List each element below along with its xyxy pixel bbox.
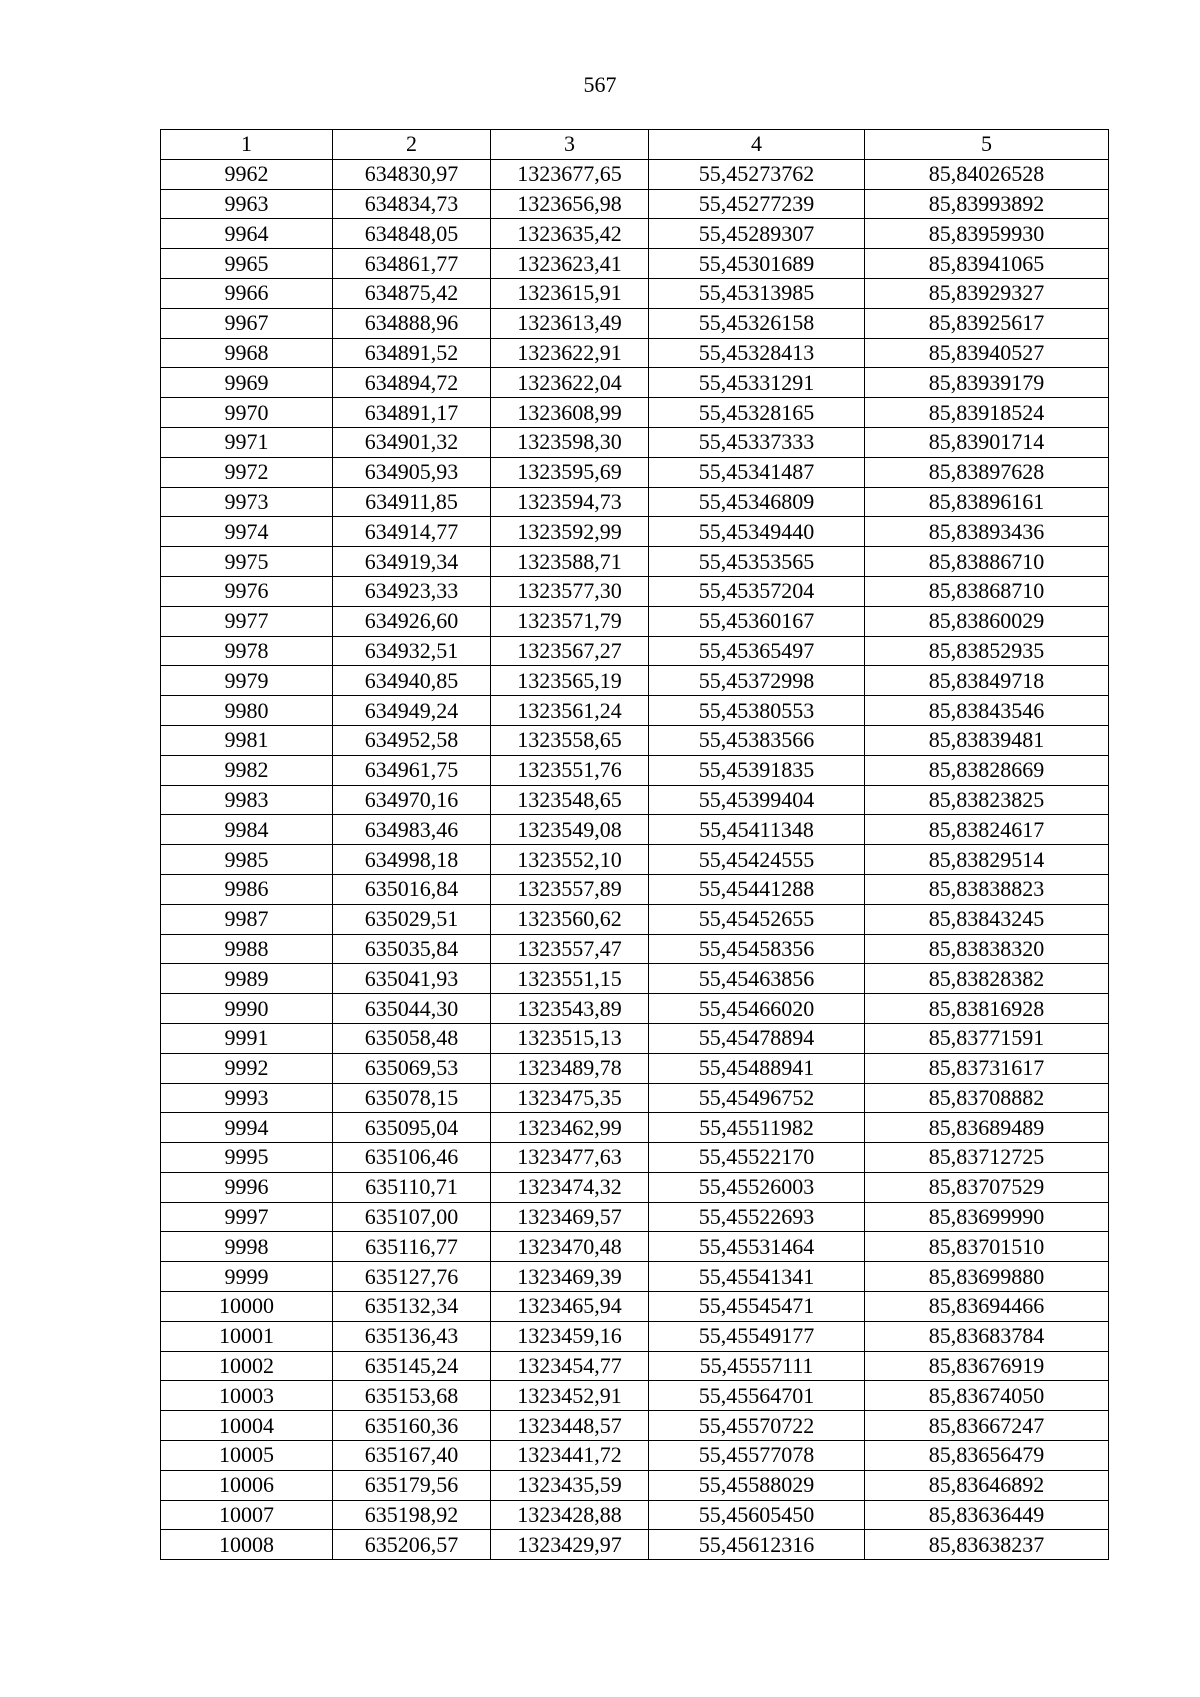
x-coordinate-cell: 635167,40	[333, 1441, 491, 1471]
latitude-cell: 55,45331291	[649, 368, 865, 398]
y-coordinate-cell: 1323565,19	[491, 666, 649, 696]
point-number-cell: 9972	[161, 457, 333, 487]
y-coordinate-cell: 1323592,99	[491, 517, 649, 547]
table-row	[161, 249, 1109, 279]
longitude-cell: 85,83638237	[865, 1530, 1109, 1560]
latitude-cell: 55,45365497	[649, 636, 865, 666]
longitude-cell: 85,83636449	[865, 1500, 1109, 1530]
y-coordinate-cell: 1323474,32	[491, 1172, 649, 1202]
y-coordinate-cell: 1323551,15	[491, 964, 649, 994]
table-row	[161, 994, 1109, 1024]
point-number-cell: 9967	[161, 308, 333, 338]
table-row	[161, 1321, 1109, 1351]
latitude-cell: 55,45605450	[649, 1500, 865, 1530]
longitude-cell: 85,83838823	[865, 874, 1109, 904]
latitude-cell: 55,45478894	[649, 1023, 865, 1053]
latitude-cell: 55,45357204	[649, 576, 865, 606]
longitude-cell: 85,83689489	[865, 1113, 1109, 1143]
point-number-cell: 10004	[161, 1411, 333, 1441]
longitude-cell: 85,83918524	[865, 398, 1109, 428]
point-number-cell: 10006	[161, 1470, 333, 1500]
point-number-cell: 9990	[161, 994, 333, 1024]
latitude-cell: 55,45273762	[649, 159, 865, 189]
table-row	[161, 606, 1109, 636]
longitude-cell: 85,83860029	[865, 606, 1109, 636]
x-coordinate-cell: 635160,36	[333, 1411, 491, 1441]
table-row	[161, 874, 1109, 904]
point-number-cell: 9978	[161, 636, 333, 666]
table-row	[161, 785, 1109, 815]
point-number-cell: 10000	[161, 1292, 333, 1322]
longitude-cell: 85,83707529	[865, 1172, 1109, 1202]
latitude-cell: 55,45289307	[649, 219, 865, 249]
longitude-cell: 85,83925617	[865, 308, 1109, 338]
y-coordinate-cell: 1323557,47	[491, 934, 649, 964]
point-number-cell: 9986	[161, 874, 333, 904]
column-header: 4	[649, 130, 865, 160]
x-coordinate-cell: 634888,96	[333, 308, 491, 338]
table-body	[161, 159, 1109, 1559]
longitude-cell: 85,83896161	[865, 487, 1109, 517]
y-coordinate-cell: 1323435,59	[491, 1470, 649, 1500]
latitude-cell: 55,45577078	[649, 1441, 865, 1471]
table-row	[161, 845, 1109, 875]
table-row	[161, 1500, 1109, 1530]
latitude-cell: 55,45541341	[649, 1262, 865, 1292]
x-coordinate-cell: 635153,68	[333, 1381, 491, 1411]
x-coordinate-cell: 635136,43	[333, 1321, 491, 1351]
latitude-cell: 55,45466020	[649, 994, 865, 1024]
y-coordinate-cell: 1323677,65	[491, 159, 649, 189]
y-coordinate-cell: 1323448,57	[491, 1411, 649, 1441]
table-row	[161, 1113, 1109, 1143]
point-number-cell: 9975	[161, 547, 333, 577]
table-row	[161, 904, 1109, 934]
x-coordinate-cell: 635106,46	[333, 1143, 491, 1173]
latitude-cell: 55,45463856	[649, 964, 865, 994]
y-coordinate-cell: 1323428,88	[491, 1500, 649, 1530]
longitude-cell: 85,83683784	[865, 1321, 1109, 1351]
x-coordinate-cell: 634901,32	[333, 427, 491, 457]
longitude-cell: 85,83771591	[865, 1023, 1109, 1053]
point-number-cell: 9974	[161, 517, 333, 547]
latitude-cell: 55,45564701	[649, 1381, 865, 1411]
x-coordinate-cell: 634875,42	[333, 278, 491, 308]
table-row	[161, 1441, 1109, 1471]
table-row	[161, 517, 1109, 547]
page-number: 567	[583, 72, 617, 97]
y-coordinate-cell: 1323561,24	[491, 696, 649, 726]
longitude-cell: 85,83941065	[865, 249, 1109, 279]
longitude-cell: 85,83824617	[865, 815, 1109, 845]
table-row	[161, 1292, 1109, 1322]
latitude-cell: 55,45326158	[649, 308, 865, 338]
y-coordinate-cell: 1323489,78	[491, 1053, 649, 1083]
table-row	[161, 755, 1109, 785]
x-coordinate-cell: 635058,48	[333, 1023, 491, 1053]
table-row	[161, 427, 1109, 457]
x-coordinate-cell: 634891,52	[333, 338, 491, 368]
longitude-cell: 85,83694466	[865, 1292, 1109, 1322]
x-coordinate-cell: 635041,93	[333, 964, 491, 994]
point-number-cell: 10008	[161, 1530, 333, 1560]
table-row	[161, 1470, 1109, 1500]
longitude-cell: 85,83823825	[865, 785, 1109, 815]
x-coordinate-cell: 635069,53	[333, 1053, 491, 1083]
latitude-cell: 55,45399404	[649, 785, 865, 815]
longitude-cell: 85,83939179	[865, 368, 1109, 398]
point-number-cell: 10002	[161, 1351, 333, 1381]
column-header: 2	[333, 130, 491, 160]
table-header	[161, 130, 1109, 160]
y-coordinate-cell: 1323557,89	[491, 874, 649, 904]
point-number-cell: 9966	[161, 278, 333, 308]
latitude-cell: 55,45277239	[649, 189, 865, 219]
latitude-cell: 55,45488941	[649, 1053, 865, 1083]
longitude-cell: 85,83816928	[865, 994, 1109, 1024]
y-coordinate-cell: 1323613,49	[491, 308, 649, 338]
y-coordinate-cell: 1323588,71	[491, 547, 649, 577]
point-number-cell: 10003	[161, 1381, 333, 1411]
x-coordinate-cell: 634914,77	[333, 517, 491, 547]
latitude-cell: 55,45313985	[649, 278, 865, 308]
longitude-cell: 85,83701510	[865, 1232, 1109, 1262]
y-coordinate-cell: 1323470,48	[491, 1232, 649, 1262]
latitude-cell: 55,45557111	[649, 1351, 865, 1381]
latitude-cell: 55,45452655	[649, 904, 865, 934]
x-coordinate-cell: 635127,76	[333, 1262, 491, 1292]
table-row	[161, 487, 1109, 517]
longitude-cell: 85,83708882	[865, 1083, 1109, 1113]
longitude-cell: 85,83940527	[865, 338, 1109, 368]
x-coordinate-cell: 634970,16	[333, 785, 491, 815]
latitude-cell: 55,45545471	[649, 1292, 865, 1322]
table-row	[161, 219, 1109, 249]
longitude-cell: 85,83699880	[865, 1262, 1109, 1292]
y-coordinate-cell: 1323577,30	[491, 576, 649, 606]
longitude-cell: 85,83731617	[865, 1053, 1109, 1083]
y-coordinate-cell: 1323452,91	[491, 1381, 649, 1411]
latitude-cell: 55,45328165	[649, 398, 865, 428]
table-row	[161, 398, 1109, 428]
longitude-cell: 85,83656479	[865, 1441, 1109, 1471]
latitude-cell: 55,45458356	[649, 934, 865, 964]
latitude-cell: 55,45380553	[649, 696, 865, 726]
latitude-cell: 55,45383566	[649, 725, 865, 755]
x-coordinate-cell: 634983,46	[333, 815, 491, 845]
longitude-cell: 85,84026528	[865, 159, 1109, 189]
table-row	[161, 1053, 1109, 1083]
point-number-cell: 9987	[161, 904, 333, 934]
table-row	[161, 1232, 1109, 1262]
longitude-cell: 85,83959930	[865, 219, 1109, 249]
longitude-cell: 85,83829514	[865, 845, 1109, 875]
table-row	[161, 1530, 1109, 1560]
table-row	[161, 1411, 1109, 1441]
y-coordinate-cell: 1323558,65	[491, 725, 649, 755]
point-number-cell: 9985	[161, 845, 333, 875]
table-row	[161, 368, 1109, 398]
longitude-cell: 85,83646892	[865, 1470, 1109, 1500]
table-row	[161, 1381, 1109, 1411]
y-coordinate-cell: 1323429,97	[491, 1530, 649, 1560]
y-coordinate-cell: 1323475,35	[491, 1083, 649, 1113]
point-number-cell: 9971	[161, 427, 333, 457]
point-number-cell: 10007	[161, 1500, 333, 1530]
point-number-cell: 9979	[161, 666, 333, 696]
y-coordinate-cell: 1323623,41	[491, 249, 649, 279]
point-number-cell: 9993	[161, 1083, 333, 1113]
longitude-cell: 85,83828669	[865, 755, 1109, 785]
latitude-cell: 55,45511982	[649, 1113, 865, 1143]
x-coordinate-cell: 635078,15	[333, 1083, 491, 1113]
point-number-cell: 9982	[161, 755, 333, 785]
point-number-cell: 9968	[161, 338, 333, 368]
point-number-cell: 9965	[161, 249, 333, 279]
table-row	[161, 159, 1109, 189]
longitude-cell: 85,83676919	[865, 1351, 1109, 1381]
y-coordinate-cell: 1323571,79	[491, 606, 649, 636]
y-coordinate-cell: 1323567,27	[491, 636, 649, 666]
y-coordinate-cell: 1323622,04	[491, 368, 649, 398]
y-coordinate-cell: 1323469,39	[491, 1262, 649, 1292]
longitude-cell: 85,83712725	[865, 1143, 1109, 1173]
table-row	[161, 636, 1109, 666]
column-header: 5	[865, 130, 1109, 160]
y-coordinate-cell: 1323622,91	[491, 338, 649, 368]
latitude-cell: 55,45391835	[649, 755, 865, 785]
point-number-cell: 9998	[161, 1232, 333, 1262]
point-number-cell: 9995	[161, 1143, 333, 1173]
y-coordinate-cell: 1323635,42	[491, 219, 649, 249]
x-coordinate-cell: 634834,73	[333, 189, 491, 219]
coordinates-table	[160, 129, 1109, 1560]
point-number-cell: 9991	[161, 1023, 333, 1053]
x-coordinate-cell: 634940,85	[333, 666, 491, 696]
x-coordinate-cell: 634932,51	[333, 636, 491, 666]
point-number-cell: 9973	[161, 487, 333, 517]
x-coordinate-cell: 634998,18	[333, 845, 491, 875]
y-coordinate-cell: 1323560,62	[491, 904, 649, 934]
table-row	[161, 457, 1109, 487]
latitude-cell: 55,45372998	[649, 666, 865, 696]
table-row	[161, 1172, 1109, 1202]
y-coordinate-cell: 1323598,30	[491, 427, 649, 457]
column-header: 3	[491, 130, 649, 160]
table-row	[161, 1143, 1109, 1173]
table-row	[161, 666, 1109, 696]
x-coordinate-cell: 635206,57	[333, 1530, 491, 1560]
table-row	[161, 815, 1109, 845]
point-number-cell: 9994	[161, 1113, 333, 1143]
longitude-cell: 85,83838320	[865, 934, 1109, 964]
latitude-cell: 55,45526003	[649, 1172, 865, 1202]
y-coordinate-cell: 1323608,99	[491, 398, 649, 428]
point-number-cell: 10005	[161, 1441, 333, 1471]
x-coordinate-cell: 634861,77	[333, 249, 491, 279]
latitude-cell: 55,45549177	[649, 1321, 865, 1351]
table-row	[161, 1202, 1109, 1232]
x-coordinate-cell: 635110,71	[333, 1172, 491, 1202]
y-coordinate-cell: 1323548,65	[491, 785, 649, 815]
longitude-cell: 85,83901714	[865, 427, 1109, 457]
point-number-cell: 9964	[161, 219, 333, 249]
x-coordinate-cell: 635107,00	[333, 1202, 491, 1232]
longitude-cell: 85,83839481	[865, 725, 1109, 755]
y-coordinate-cell: 1323465,94	[491, 1292, 649, 1322]
y-coordinate-cell: 1323615,91	[491, 278, 649, 308]
longitude-cell: 85,83699990	[865, 1202, 1109, 1232]
x-coordinate-cell: 634905,93	[333, 457, 491, 487]
point-number-cell: 9969	[161, 368, 333, 398]
x-coordinate-cell: 635035,84	[333, 934, 491, 964]
latitude-cell: 55,45441288	[649, 874, 865, 904]
latitude-cell: 55,45612316	[649, 1530, 865, 1560]
y-coordinate-cell: 1323462,99	[491, 1113, 649, 1143]
point-number-cell: 9963	[161, 189, 333, 219]
x-coordinate-cell: 635198,92	[333, 1500, 491, 1530]
point-number-cell: 9999	[161, 1262, 333, 1292]
table-row	[161, 576, 1109, 606]
latitude-cell: 55,45349440	[649, 517, 865, 547]
latitude-cell: 55,45570722	[649, 1411, 865, 1441]
table-row	[161, 1023, 1109, 1053]
latitude-cell: 55,45328413	[649, 338, 865, 368]
longitude-cell: 85,83886710	[865, 547, 1109, 577]
x-coordinate-cell: 634919,34	[333, 547, 491, 577]
column-header: 1	[161, 130, 333, 160]
x-coordinate-cell: 635095,04	[333, 1113, 491, 1143]
y-coordinate-cell: 1323454,77	[491, 1351, 649, 1381]
point-number-cell: 9992	[161, 1053, 333, 1083]
x-coordinate-cell: 635029,51	[333, 904, 491, 934]
latitude-cell: 55,45353565	[649, 547, 865, 577]
table-row	[161, 696, 1109, 726]
y-coordinate-cell: 1323551,76	[491, 755, 649, 785]
y-coordinate-cell: 1323441,72	[491, 1441, 649, 1471]
latitude-cell: 55,45522170	[649, 1143, 865, 1173]
x-coordinate-cell: 634848,05	[333, 219, 491, 249]
x-coordinate-cell: 635145,24	[333, 1351, 491, 1381]
point-number-cell: 9962	[161, 159, 333, 189]
x-coordinate-cell: 635132,34	[333, 1292, 491, 1322]
y-coordinate-cell: 1323477,63	[491, 1143, 649, 1173]
x-coordinate-cell: 634949,24	[333, 696, 491, 726]
table-row	[161, 1083, 1109, 1113]
point-number-cell: 9988	[161, 934, 333, 964]
latitude-cell: 55,45360167	[649, 606, 865, 636]
y-coordinate-cell: 1323459,16	[491, 1321, 649, 1351]
x-coordinate-cell: 635116,77	[333, 1232, 491, 1262]
point-number-cell: 9989	[161, 964, 333, 994]
table-row	[161, 934, 1109, 964]
latitude-cell: 55,45424555	[649, 845, 865, 875]
point-number-cell: 9984	[161, 815, 333, 845]
longitude-cell: 85,83828382	[865, 964, 1109, 994]
longitude-cell: 85,83843245	[865, 904, 1109, 934]
latitude-cell: 55,45301689	[649, 249, 865, 279]
longitude-cell: 85,83852935	[865, 636, 1109, 666]
latitude-cell: 55,45496752	[649, 1083, 865, 1113]
x-coordinate-cell: 634923,33	[333, 576, 491, 606]
latitude-cell: 55,45411348	[649, 815, 865, 845]
y-coordinate-cell: 1323656,98	[491, 189, 649, 219]
table-row	[161, 1351, 1109, 1381]
x-coordinate-cell: 634911,85	[333, 487, 491, 517]
point-number-cell: 9981	[161, 725, 333, 755]
x-coordinate-cell: 634952,58	[333, 725, 491, 755]
y-coordinate-cell: 1323594,73	[491, 487, 649, 517]
point-number-cell: 10001	[161, 1321, 333, 1351]
x-coordinate-cell: 634926,60	[333, 606, 491, 636]
x-coordinate-cell: 634830,97	[333, 159, 491, 189]
y-coordinate-cell: 1323543,89	[491, 994, 649, 1024]
latitude-cell: 55,45346809	[649, 487, 865, 517]
table-row	[161, 547, 1109, 577]
longitude-cell: 85,83897628	[865, 457, 1109, 487]
longitude-cell: 85,83993892	[865, 189, 1109, 219]
table-row	[161, 189, 1109, 219]
point-number-cell: 9997	[161, 1202, 333, 1232]
longitude-cell: 85,83674050	[865, 1381, 1109, 1411]
longitude-cell: 85,83667247	[865, 1411, 1109, 1441]
longitude-cell: 85,83893436	[865, 517, 1109, 547]
point-number-cell: 9983	[161, 785, 333, 815]
point-number-cell: 9977	[161, 606, 333, 636]
table-row	[161, 278, 1109, 308]
latitude-cell: 55,45588029	[649, 1470, 865, 1500]
latitude-cell: 55,45341487	[649, 457, 865, 487]
latitude-cell: 55,45522693	[649, 1202, 865, 1232]
table-row	[161, 964, 1109, 994]
longitude-cell: 85,83929327	[865, 278, 1109, 308]
table-row	[161, 1262, 1109, 1292]
x-coordinate-cell: 634891,17	[333, 398, 491, 428]
x-coordinate-cell: 634894,72	[333, 368, 491, 398]
point-number-cell: 9980	[161, 696, 333, 726]
longitude-cell: 85,83843546	[865, 696, 1109, 726]
table-row	[161, 308, 1109, 338]
x-coordinate-cell: 635016,84	[333, 874, 491, 904]
y-coordinate-cell: 1323549,08	[491, 815, 649, 845]
y-coordinate-cell: 1323595,69	[491, 457, 649, 487]
latitude-cell: 55,45531464	[649, 1232, 865, 1262]
latitude-cell: 55,45337333	[649, 427, 865, 457]
longitude-cell: 85,83849718	[865, 666, 1109, 696]
x-coordinate-cell: 634961,75	[333, 755, 491, 785]
point-number-cell: 9976	[161, 576, 333, 606]
point-number-cell: 9970	[161, 398, 333, 428]
y-coordinate-cell: 1323552,10	[491, 845, 649, 875]
point-number-cell: 9996	[161, 1172, 333, 1202]
table-row	[161, 338, 1109, 368]
longitude-cell: 85,83868710	[865, 576, 1109, 606]
y-coordinate-cell: 1323469,57	[491, 1202, 649, 1232]
x-coordinate-cell: 635179,56	[333, 1470, 491, 1500]
header-row	[161, 130, 1109, 160]
y-coordinate-cell: 1323515,13	[491, 1023, 649, 1053]
x-coordinate-cell: 635044,30	[333, 994, 491, 1024]
table-row	[161, 725, 1109, 755]
